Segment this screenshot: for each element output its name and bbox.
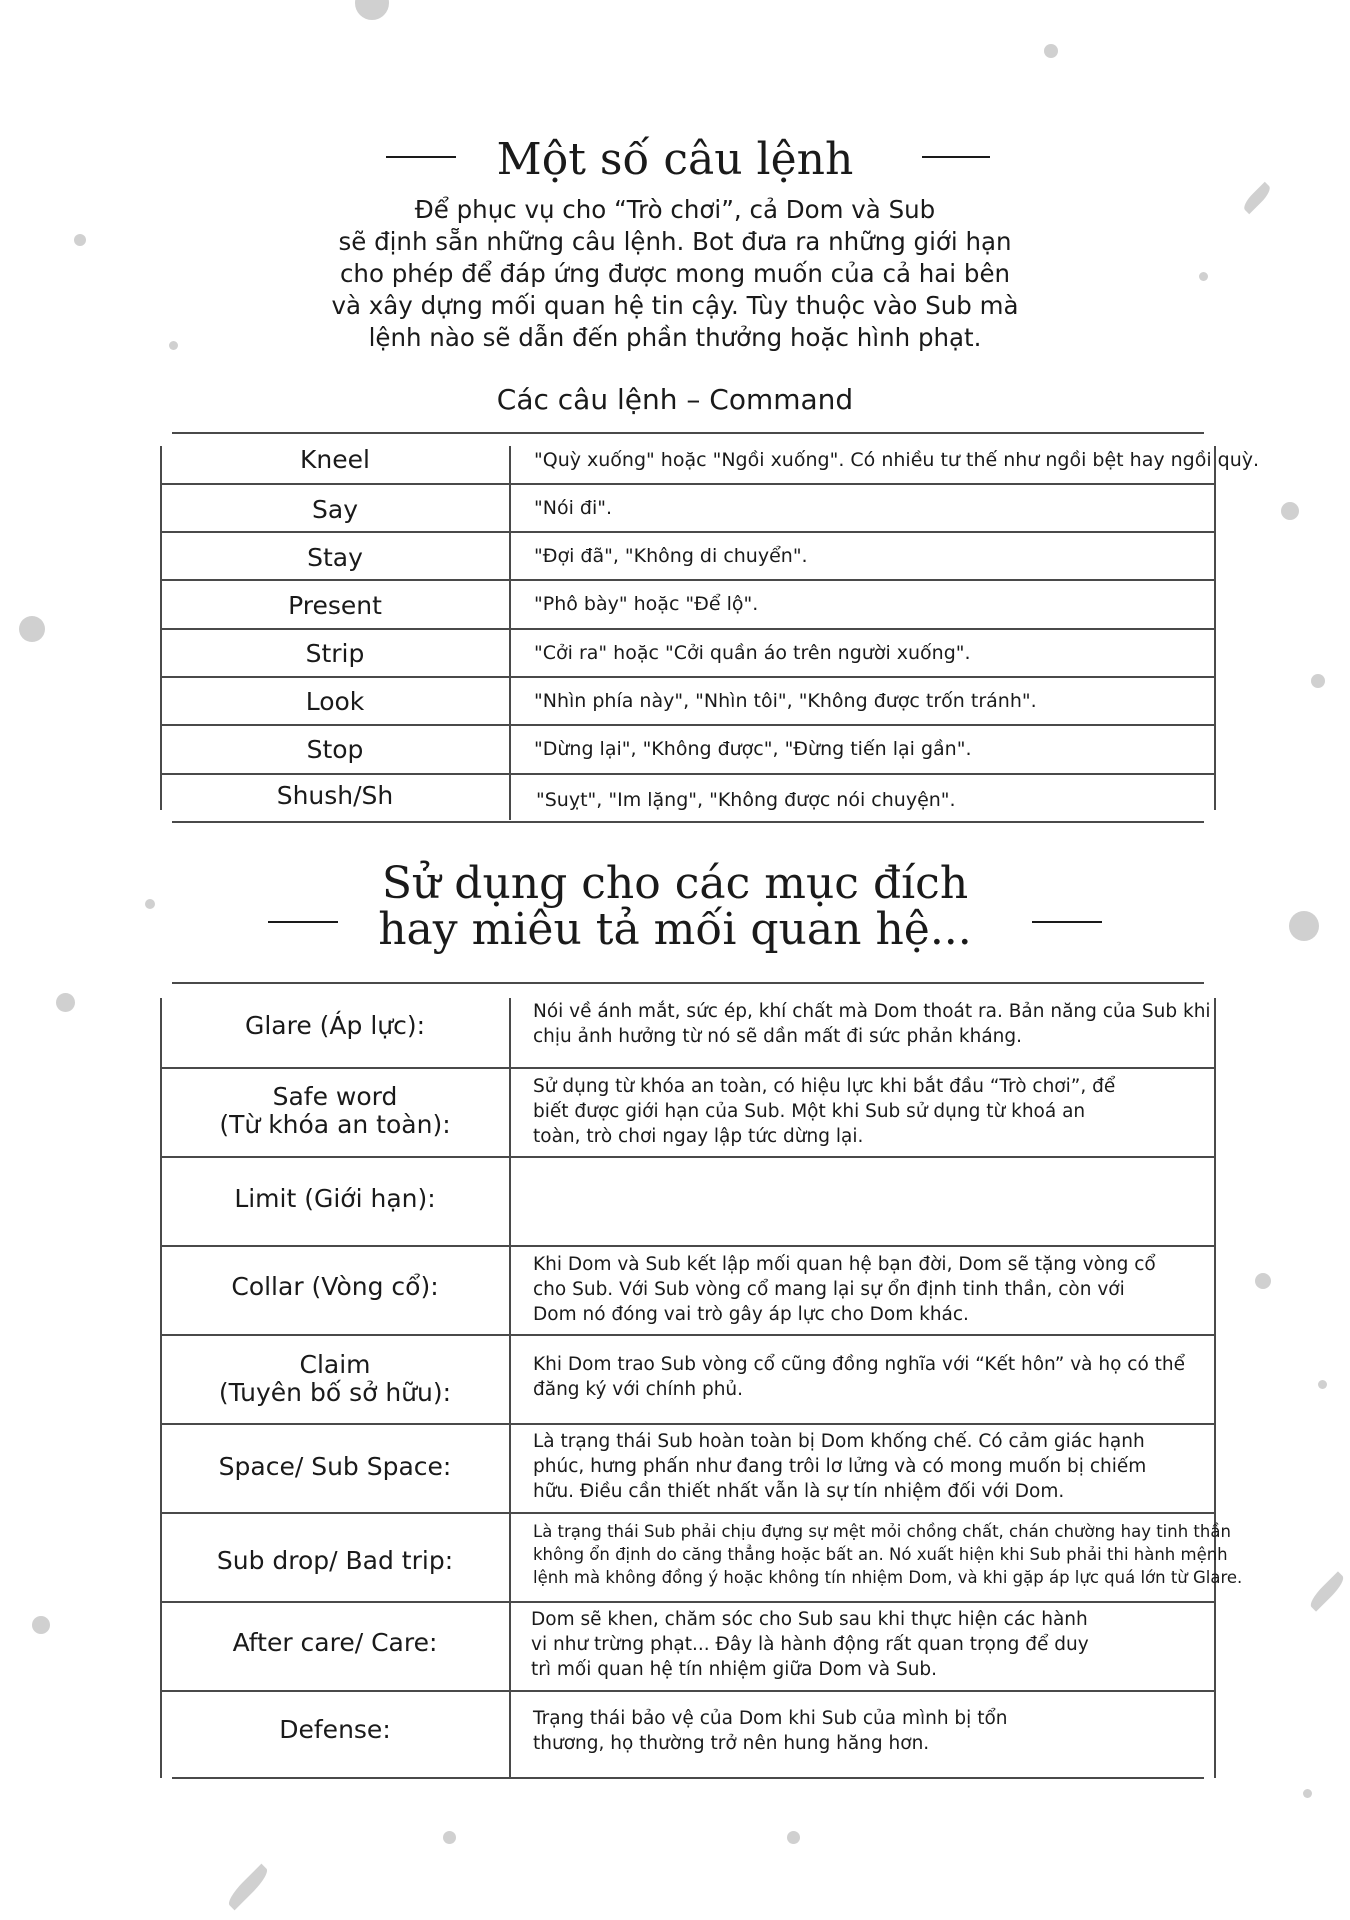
term-name: Sub drop/ Bad trip: [216, 1546, 454, 1575]
command-term: Strip [305, 639, 365, 668]
section-title: Một số câu lệnh [496, 134, 854, 185]
table-rule [172, 1777, 1204, 1779]
decor-leaf [225, 1864, 272, 1911]
table-rule [160, 1156, 1215, 1158]
command-table-title: Các câu lệnh – Command [496, 383, 854, 416]
command-desc: "Nhìn phía này", "Nhìn tôi", "Không được trốn tránh". [534, 690, 1037, 712]
decor-leaf [1307, 1571, 1347, 1611]
command-desc: "Phô bày" hoặc "Để lộ". [534, 593, 759, 615]
table-rule [172, 821, 1204, 823]
table-rule [172, 982, 1204, 984]
term-desc: Nói về ánh mắt, sức ép, khí chất mà Dom thoát ra. Bản năng của Sub khi chịu ảnh hưởng từ nó sẽ dần mất đi sức phản kháng. [533, 1001, 1211, 1047]
command-term: Kneel [300, 445, 370, 474]
table-rule [172, 432, 1204, 434]
table-rule [509, 446, 511, 820]
table-rule [160, 773, 1215, 775]
table-rule [160, 1423, 1215, 1425]
decor-dot [1303, 1789, 1312, 1798]
term-name: Defense: [279, 1715, 391, 1744]
table-rule [1214, 446, 1216, 810]
intro-paragraph: Để phục vụ cho “Trò chơi”, cả Dom và Sub sẽ định sẵn những câu lệnh. Bot đưa ra những giới hạn cho phép để đáp ứng được mong muốn của cả hai bên và xây dựng mối quan hệ tin cậy. Tùy thuộc vào Sub mà lệnh nào sẽ dẫn đến phần thưởng hoặc hình phạt. [331, 195, 1019, 352]
table-rule [160, 724, 1215, 726]
decor-dot [355, 0, 389, 20]
command-desc: "Cởi ra" hoặc "Cởi quần áo trên người xuống". [534, 642, 971, 664]
decor-dot [56, 993, 75, 1012]
decor-dot [1281, 502, 1299, 520]
command-term: Present [288, 591, 382, 620]
term-name: Claim (Tuyên bố sở hữu): [218, 1350, 452, 1407]
table-rule [160, 1334, 1215, 1336]
table-rule [160, 1601, 1215, 1603]
command-desc: "Suỵt", "Im lặng", "Không được nói chuyện". [536, 789, 956, 811]
command-desc: "Dừng lại", "Không được", "Đừng tiến lại gần". [534, 738, 972, 760]
term-desc: Khi Dom trao Sub vòng cổ cũng đồng nghĩa với “Kết hôn” và họ có thể đăng ký với chính phủ. [533, 1354, 1186, 1400]
table-rule [160, 579, 1215, 581]
table-rule [160, 1067, 1215, 1069]
table-rule [160, 483, 1215, 485]
decor-dot [1044, 44, 1058, 58]
command-desc: "Nói đi". [534, 497, 613, 519]
term-desc: Khi Dom và Sub kết lập mối quan hệ bạn đời, Dom sẽ tặng vòng cổ cho Sub. Với Sub vòng cổ mang lại sự ổn định tinh thần, còn với Dom nó đóng vai trò gây áp lực cho Dom khác. [533, 1254, 1156, 1325]
command-desc: "Quỳ xuống" hoặc "Ngồi xuống". Có nhiều tư thế như ngồi bệt hay ngồi quỳ. [534, 449, 1260, 471]
term-name: Glare (Áp lực): [244, 1011, 426, 1040]
decor-dot [1311, 674, 1325, 688]
command-desc: "Đợi đã", "Không di chuyển". [534, 545, 808, 567]
table-rule [160, 628, 1215, 630]
command-term: Stay [307, 543, 363, 572]
term-name: Limit (Giới hạn): [234, 1184, 436, 1213]
term-name: Safe word (Từ khóa an toàn): [219, 1082, 451, 1139]
term-name: After care/ Care: [232, 1628, 438, 1657]
term-desc: Trạng thái bảo vệ của Dom khi Sub của mình bị tổn thương, họ thường trở nên hung hăng hơn. [533, 1708, 1008, 1754]
command-term: Shush/Sh [276, 781, 394, 810]
decor-dot [1255, 1273, 1271, 1289]
table-rule [160, 676, 1215, 678]
term-name: Collar (Vòng cổ): [231, 1272, 439, 1301]
command-term: Stop [306, 735, 364, 764]
term-name: Space/ Sub Space: [218, 1452, 452, 1481]
command-term: Look [305, 687, 365, 716]
term-desc: Dom sẽ khen, chăm sóc cho Sub sau khi thực hiện các hành vi như trừng phạt... Đây là hành động rất quan trọng để duy trì mối quan hệ tín nhiệm giữa Dom và Sub. [531, 1609, 1089, 1680]
decor-dot [32, 1616, 50, 1634]
command-term: Say [312, 495, 358, 524]
decor-dot [443, 1831, 456, 1844]
term-desc: Là trạng thái Sub hoàn toàn bị Dom khống chế. Có cảm giác hạnh phúc, hưng phấn như đang trôi lơ lửng và có mong muốn bị chiếm hữu. Điều cần thiết nhất vẫn là sự tín nhiệm đối với Dom. [533, 1431, 1147, 1502]
term-desc: Là trạng thái Sub phải chịu đựng sự mệt mỏi chồng chất, chán chường hay tinh thần không ổn định do căng thẳng hoặc bất an. Nó xuất hiện khi Sub phải thi hành mệnh lệnh mà không đồng ý hoặc không tín nhiệm Dom, và khi gặp áp lực quá lớn từ Glare. [533, 1522, 1243, 1587]
table-rule [160, 1690, 1215, 1692]
decor-dot [19, 616, 45, 642]
table-rule [1214, 998, 1216, 1778]
decor-dot [1318, 1380, 1327, 1389]
table-rule [160, 531, 1215, 533]
table-rule [509, 998, 511, 1778]
section-title-line-1: Sử dụng cho các mục đích [381, 858, 969, 909]
term-desc: Sử dụng từ khóa an toàn, có hiệu lực khi bắt đầu “Trò chơi”, để biết được giới hạn của Sub. Một khi Sub sử dụng từ khoá an toàn, trò chơi ngay lập tức dừng lại. [533, 1076, 1116, 1147]
table-rule [160, 1512, 1215, 1514]
section-title-line-2: hay miêu tả mối quan hệ... [378, 904, 972, 955]
decor-dot [787, 1831, 800, 1844]
table-rule [160, 1245, 1215, 1247]
